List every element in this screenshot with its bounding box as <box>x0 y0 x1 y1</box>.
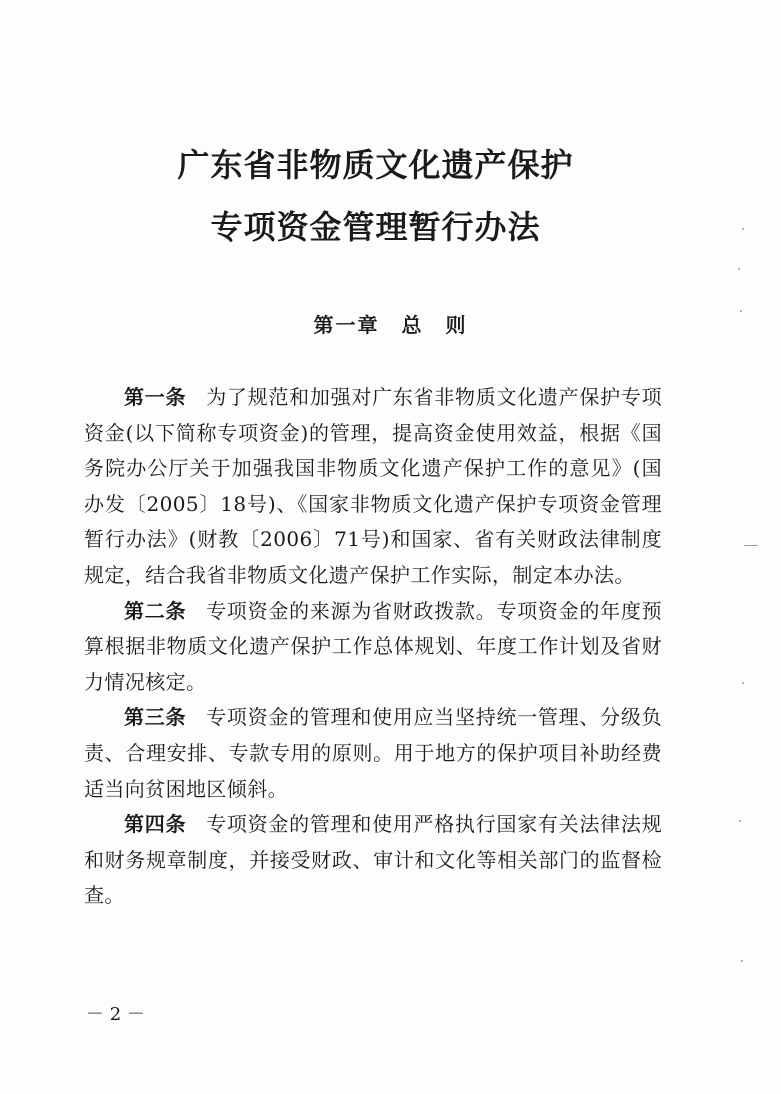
article-2-label: 第二条 <box>124 598 187 623</box>
scan-speck <box>739 820 741 822</box>
article-3-text: 专项资金的管理和使用应当坚持统一管理、分级负责、合理安排、专款专用的原则。用于地方的保护项目补助经费适当向贫困地区倾斜。 <box>84 705 662 801</box>
article-4-text: 专项资金的管理和使用严格执行国家有关法律法规和财务规章制度，并接受财政、审计和文化等相关部门的监督检查。 <box>84 812 662 908</box>
scan-speck <box>744 545 758 546</box>
article-2-text: 专项资金的来源为省财政拨款。专项资金的年度预算根据非物质文化遗产保护工作总体规划、年度工作计划及省财力情况核定。 <box>84 598 662 694</box>
article-3 <box>84 700 662 807</box>
article-4 <box>84 807 662 914</box>
page-number: － 2 － <box>86 1004 145 1025</box>
article-3-label: 第三条 <box>124 705 187 730</box>
scan-speck <box>740 310 742 312</box>
document-title-line-1: 广东省非物质文化遗产保护 <box>177 146 574 184</box>
scan-speck <box>742 228 744 230</box>
article-1 <box>84 380 662 594</box>
scan-speck <box>738 268 740 270</box>
article-2 <box>84 594 662 701</box>
chapter-heading: 第一章 总 则 <box>313 313 468 337</box>
document-title-line-2: 专项资金管理暂行办法 <box>210 208 541 246</box>
scan-speck <box>741 960 743 962</box>
scan-speck <box>742 682 744 684</box>
article-1-text: 为了规范和加强对广东省非物质文化遗产保护专项资金(以下简称专项资金)的管理，提高资金使用效益，根据《国务院办公厅关于加强我国非物质文化遗产保护工作的意见》(国办发〔2005〕18号)、《国家非物质文化遗产保护专项资金管理暂行办法》(财教〔2006〕71号)和国家、省有关财政法律制度规定，结合我省非物质文化遗产保护工作实际，制定本办法。 <box>84 385 662 587</box>
document-body <box>84 380 662 914</box>
article-1-label: 第一条 <box>124 385 187 409</box>
article-4-label: 第四条 <box>124 812 187 837</box>
